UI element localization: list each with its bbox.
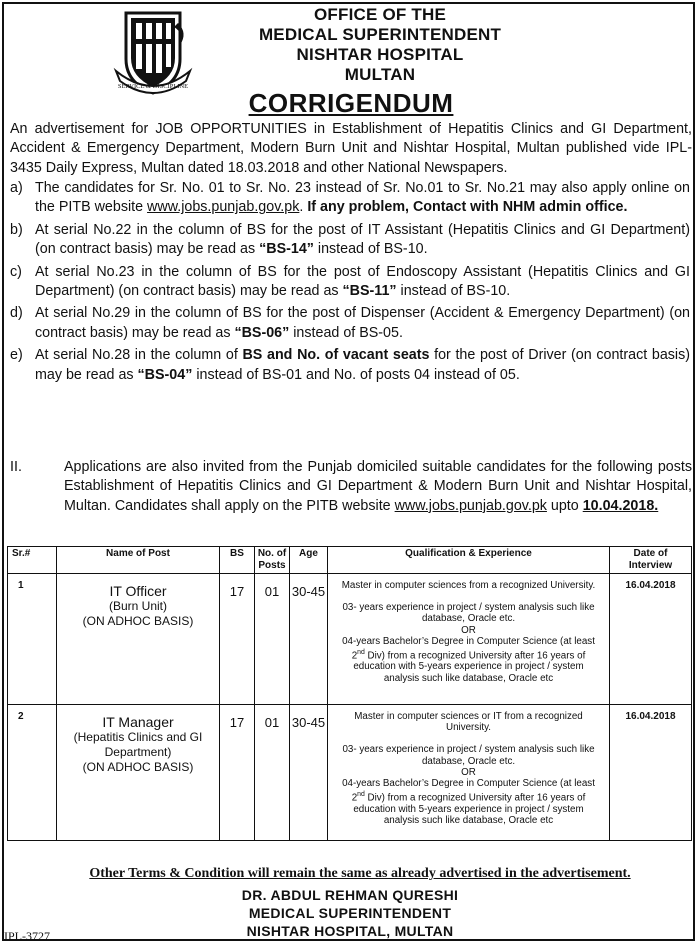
table-header-row bbox=[8, 547, 692, 574]
intro-paragraph: An advertisement for JOB OPPORTUNITIES in Establishment of Hepatitis Clinics and GI Department, Accident & Emergency Department, Modern Burn Unit and Nishtar Hospital, Multan published vide IPL-3435 Daily Express, Multan dated 18.03.2018 and other National Newspapers. bbox=[10, 121, 692, 176]
logo-motto: SERVICE & DISCIPLINE bbox=[117, 83, 189, 90]
office-heading: MULTAN bbox=[344, 65, 416, 84]
applications-paragraph: II. Applications are also invited from the Punjab domiciled suitable candidates for the following posts Establishment of Hepatitis Clinics and GI Department & Modern Burn Unit and Nishtar Hospital, Multan. Candidates shall apply on the PITB website www.jobs.punjab.gov.pk upto 10.04.2018. bbox=[10, 459, 692, 514]
signatory-name: DR. ABDUL REHMAN QURESHI bbox=[241, 887, 459, 903]
post-title: IT Manager bbox=[102, 714, 174, 730]
column-header: BS bbox=[220, 547, 255, 574]
signatory-title: MEDICAL SUPERINTENDENT bbox=[248, 905, 452, 921]
office-heading: MEDICAL SUPERINTENDENT bbox=[258, 25, 502, 44]
list-item: a) The candidates for Sr. No. 01 to Sr. No. 23 instead of Sr. No.01 to Sr. No.21 may also apply online on the PITB website www.jobs.punjab.gov.pk. If any problem, Contact with NHM admin office. bbox=[10, 180, 690, 216]
column-header: No. of Posts bbox=[255, 547, 290, 574]
column-header: Sr.# bbox=[8, 547, 57, 574]
corrigendum-list bbox=[10, 179, 690, 388]
column-header: Name of Post bbox=[57, 547, 220, 574]
page-title: CORRIGENDUM bbox=[248, 88, 454, 118]
ipl-number: IPL-3727 bbox=[4, 929, 50, 943]
list-item: e) At serial No.28 in the column of BS and No. of vacant seats for the post of Driver (on contract basis) may be read as “BS-04” instead of BS-01 and No. of posts 04 instead of 05. bbox=[10, 347, 690, 383]
column-header: Age bbox=[290, 547, 328, 574]
office-heading: OFFICE OF THE bbox=[314, 5, 446, 24]
pitb-website-link[interactable]: www.jobs.punjab.gov.pk bbox=[147, 199, 300, 216]
post-title: IT Officer bbox=[109, 583, 167, 599]
hospital-crest-logo bbox=[112, 9, 194, 95]
pitb-website-link[interactable]: www.jobs.punjab.gov.pk bbox=[394, 497, 547, 514]
posts-table bbox=[7, 546, 692, 841]
office-heading: NISHTAR HOSPITAL bbox=[296, 45, 464, 64]
signatory-org: NISHTAR HOSPITAL, MULTAN bbox=[246, 923, 454, 939]
list-item: c) At serial No.23 in the column of BS for the post of Endoscopy Assistant (Hepatitis Clinics and GI Department) (on contract basis) may be read as “BS-11” instead of BS-10. bbox=[10, 263, 690, 300]
column-header: Date of Interview bbox=[610, 547, 692, 574]
table-row: 2 IT Manager (Hepatitis Clinics and GI Department) (ON ADHOC BASIS) 17 01 30-45 Master in computer sciences or IT from a recognized University. 03- years experience in project / system analysis such like database, Oracle etc. OR 04-years Bachelor’s Degree in Computer Science (at least 2nd Div) from a recognized University after 16 years of education with 5-years experience in project / system analysis such like database, Oracle etc 16.04.2018 bbox=[8, 705, 692, 841]
column-header: Qualification & Experience bbox=[328, 547, 610, 574]
terms-note: Other Terms & Condition will remain the same as already advertised in the advertisement. bbox=[89, 866, 631, 881]
table-row: 1 IT Officer (Burn Unit) (ON ADHOC BASIS) 17 01 30-45 Master in computer sciences from a recognized University. 03- years experience in project / system analysis such like database, Oracle etc. OR 04-years Bachelor’s Degree in Computer Science (at least 2nd Div) from a recognized University after 16 years of education with 5-years experience in project / system analysis such like database, Oracle etc 16.04.2018 bbox=[8, 574, 692, 705]
list-item: b) At serial No.22 in the column of BS for the post of IT Assistant (Hepatitis Clinics and GI Department) (on contract basis) may be read as “BS-14” instead of BS-10. bbox=[10, 221, 690, 258]
deadline-date: 10.04.2018. bbox=[582, 497, 659, 514]
list-item: d) At serial No.29 in the column of BS for the post of Dispenser (Accident & Emergency Department) (on contract basis) may be read as “BS-06” instead of BS-05. bbox=[10, 305, 690, 341]
